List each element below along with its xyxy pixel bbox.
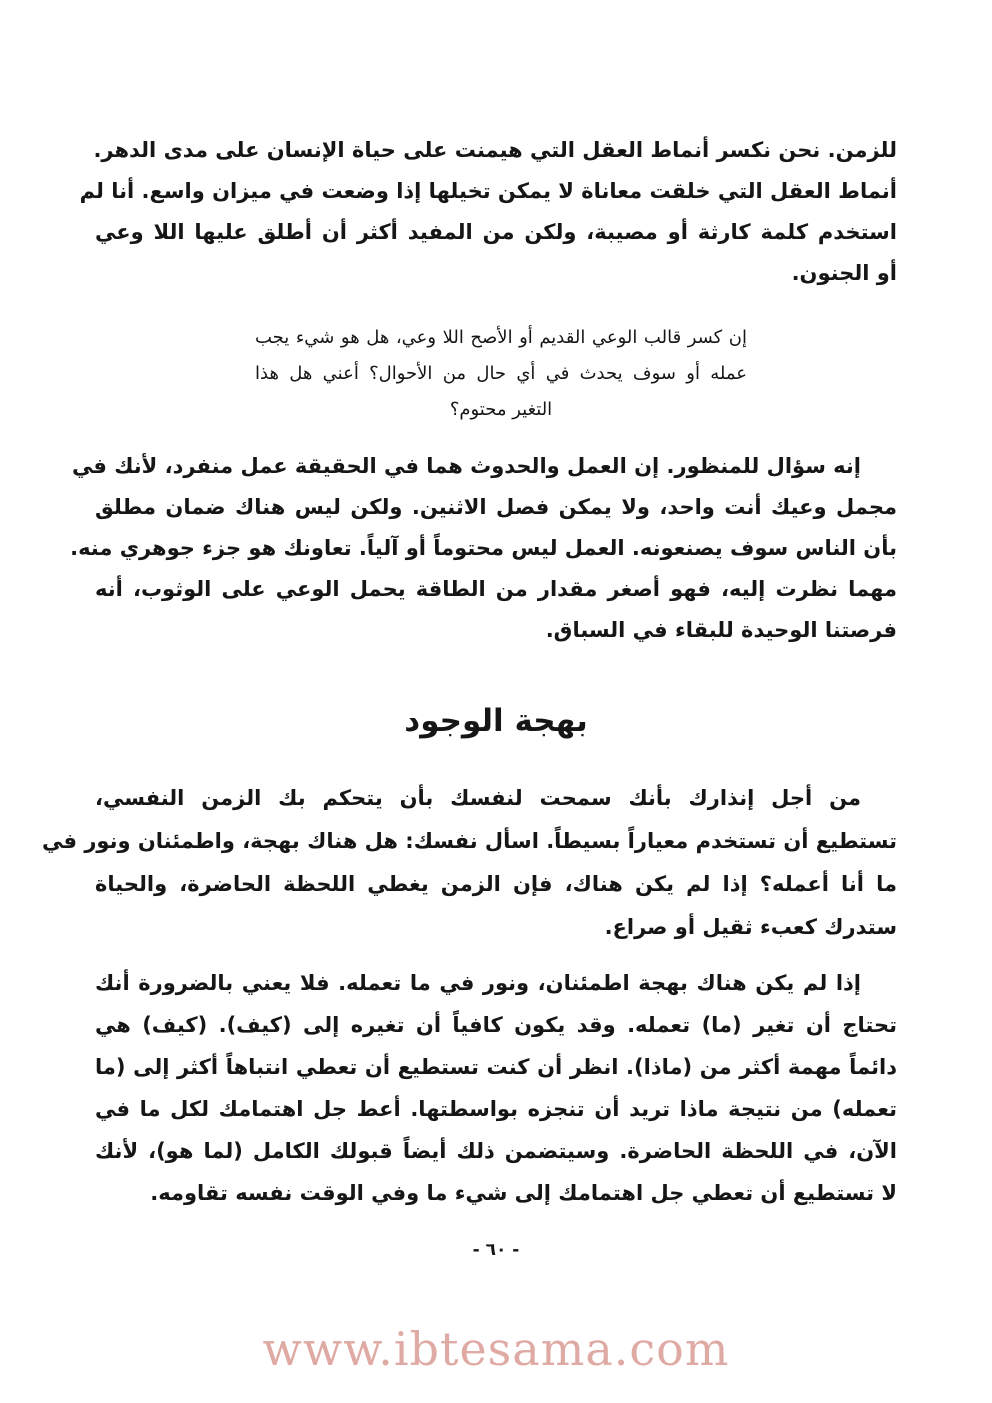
page-number: - ٦٠ - (472, 1240, 520, 1260)
text-line: مهما نظرت إليه، فهو أصغر مقدار من الطاقة يحمل الوعي على الوثوب، أنه (95, 577, 897, 601)
text-line: مجمل وعيك أنت واحد، ولا يمكن فصل الاثنين. ولكن ليس هناك ضمان مطلق (95, 495, 897, 519)
quote-line: التغير محتوم؟ (449, 399, 553, 420)
text-line: إذا لم يكن هناك بهجة اطمئنان، ونور في ما تعمله. فلا يعني بالضرورة أنك (95, 971, 861, 995)
text-line: من أجل إنذارك بأنك سمحت لنفسك بأن يتحكم بك الزمن النفسي، (95, 786, 861, 810)
text-line: تعمله) من نتيجة ماذا تريد أن تنجزه بواسطتها. أعط جل اهتمامك لكل ما في (95, 1097, 897, 1121)
text-line: لا تستطيع أن تعطي جل اهتمامك إلى شيء ما وفي الوقت نفسه تقاومه. (150, 1181, 897, 1205)
text-line: تحتاج أن تغير (ما) تعمله. وقد يكون كافياً أن تغيره إلى (كيف). (كيف) هي (95, 1013, 897, 1037)
paragraph (79, 130, 897, 294)
text-line: ستدرك كعبء ثقيل أو صراع. (604, 915, 897, 939)
text-line: تستطيع أن تستخدم معياراً بسيطاً. اسأل نفسك: هل هناك بهجة، واطمئنان ونور في (42, 829, 897, 853)
text-line: أنماط العقل التي خلقت معاناة لا يمكن تخيلها إذا وضعت في ميزان واسع. أنا لم (79, 179, 897, 203)
text-line: أو الجنون. (791, 261, 897, 285)
text-line: دائماً مهمة أكثر من (ماذا). انظر أن كنت تستطيع أن تعطي انتباهاً أكثر إلى (ما (95, 1055, 897, 1079)
section-heading: بهجة الوجود (404, 703, 588, 739)
paragraph (70, 446, 897, 651)
text-line: الآن، في اللحظة الحاضرة. وسيتضمن ذلك أيضاً قبولك الكامل (لما هو)، لأنك (95, 1139, 897, 1163)
text-line: فرصتنا الوحيدة للبقاء في السباق. (545, 618, 897, 642)
paragraph (42, 777, 897, 949)
quote-block (255, 320, 747, 428)
text-line: بأن الناس سوف يصنعونه. العمل ليس محتوماً أو آلياً. تعاونك هو جزء جوهري منه. (70, 536, 897, 560)
text-line: إنه سؤال للمنظور. إن العمل والحدوث هما في الحقيقة عمل منفرد، لأنك في (71, 454, 861, 478)
text-line: للزمن. نحن نكسر أنماط العقل التي هيمنت على حياة الإنسان على مدى الدهر. (93, 138, 897, 162)
text-line: استخدم كلمة كارثة أو مصيبة، ولكن من المفيد أكثر أن أطلق عليها اللا وعي (95, 220, 897, 244)
text-line: ما أنا أعمله؟ إذا لم يكن هناك، فإن الزمن يغطي اللحظة الحاضرة، والحياة (95, 872, 897, 896)
quote-line: عمله أو سوف يحدث في أي حال من الأحوال؟ أعني هل هذا (255, 363, 747, 384)
watermark: www.ibtesama.com (262, 1322, 730, 1376)
quote-line: إن كسر قالب الوعي القديم أو الأصح اللا وعي، هل هو شيء يجب (255, 327, 747, 348)
body-text (42, 130, 897, 1214)
paragraph (95, 962, 897, 1214)
